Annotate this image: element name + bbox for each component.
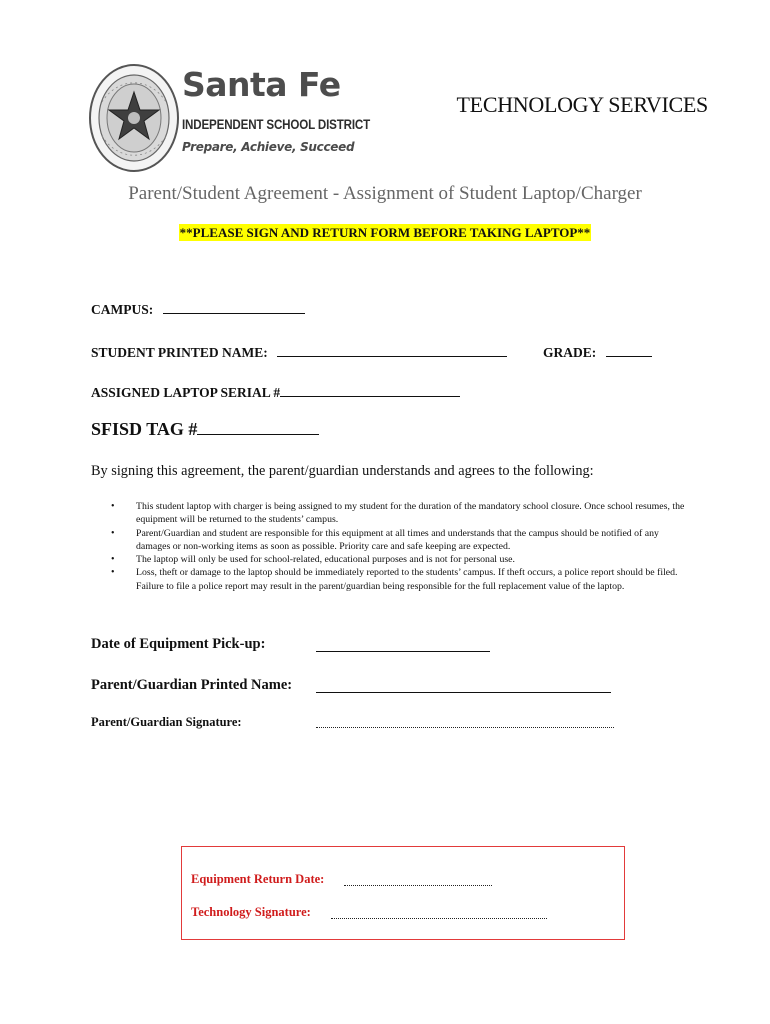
- district-logo: [88, 62, 371, 174]
- pickup-date-input[interactable]: [316, 636, 490, 652]
- form-title: Parent/Student Agreement - Assignment of Student Laptop/Charger: [128, 183, 642, 204]
- sfisd-tag-field: [91, 417, 319, 440]
- technology-signature-input[interactable]: [331, 905, 547, 919]
- return-notice: [0, 224, 770, 242]
- logo-slogan: Prepare, Achieve, Succeed: [182, 140, 355, 154]
- sfisd-tag-label: SFISD TAG #: [91, 419, 198, 439]
- grade-input[interactable]: [606, 343, 652, 357]
- guardian-name-label: Parent/Guardian Printed Name:: [91, 677, 293, 693]
- agreement-list: [108, 500, 688, 593]
- grade-field: [543, 343, 652, 361]
- return-date-input[interactable]: [344, 872, 492, 886]
- grade-label: GRADE:: [543, 345, 597, 360]
- student-name-label: STUDENT PRINTED NAME:: [91, 345, 268, 360]
- list-item: • Parent/Guardian and student are responsible for this equipment at all times and understands that the campus should be notified of any damages or non-working items as soon as possible. Priority care and safe keeping are expected.: [108, 527, 688, 554]
- campus-input[interactable]: [163, 300, 305, 314]
- agreement-intro: By signing this agreement, the parent/guardian understands and agrees to the following:: [91, 463, 594, 479]
- department-title: TECHNOLOGY SERVICES: [456, 92, 708, 117]
- logo-name: Santa Fe: [182, 65, 341, 104]
- guardian-signature-input[interactable]: [316, 714, 614, 728]
- campus-field: [91, 300, 305, 318]
- return-notice-text: **PLEASE SIGN AND RETURN FORM BEFORE TAKING LAPTOP**: [179, 225, 591, 240]
- student-name-field: [91, 343, 507, 361]
- district-seal-icon: [88, 62, 180, 174]
- return-date-label: Equipment Return Date:: [191, 872, 325, 886]
- technology-signature-label: Technology Signature:: [191, 905, 311, 919]
- pickup-date-label: Date of Equipment Pick-up:: [91, 636, 266, 652]
- student-name-input[interactable]: [277, 343, 507, 357]
- sfisd-tag-input[interactable]: [197, 417, 319, 435]
- logo-district: INDEPENDENT SCHOOL DISTRICT: [182, 117, 371, 132]
- list-item: • The laptop will only be used for school-related, educational purposes and is not for personal use.: [108, 553, 688, 566]
- serial-label: ASSIGNED LAPTOP SERIAL #: [91, 385, 281, 400]
- guardian-name-input[interactable]: [316, 677, 611, 693]
- list-item: • This student laptop with charger is being assigned to my student for the duration of the mandatory school closure. Once school resumes, the equipment will be returned to the students’ campus.: [108, 500, 688, 527]
- serial-input[interactable]: [280, 383, 460, 397]
- campus-label: CAMPUS:: [91, 302, 154, 317]
- list-item: • Loss, theft or damage to the laptop should be immediately reported to the students’ campus. If theft occurs, a police report should be filed. Failure to file a police report may result in the parent/guardian being responsible for the full replacement value of the laptop.: [108, 566, 688, 593]
- serial-field: [91, 383, 460, 401]
- guardian-signature-label: Parent/Guardian Signature:: [91, 715, 242, 729]
- equipment-return-box: [181, 846, 625, 940]
